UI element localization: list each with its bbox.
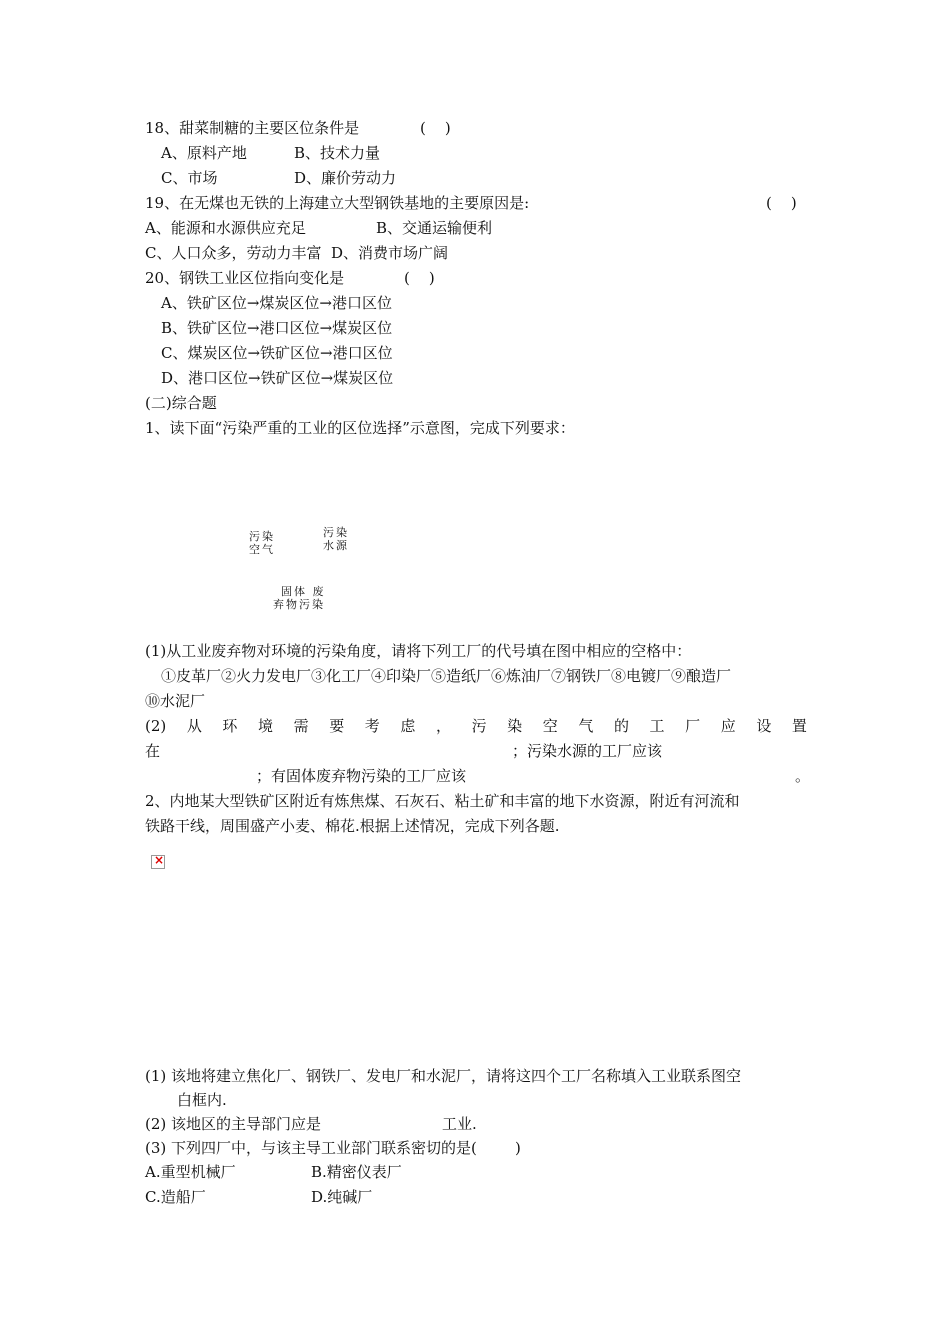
q2-char: 工 [649, 717, 665, 735]
p2-q3-option-c: C.造船厂 [145, 1188, 206, 1206]
p1-intro: 1、读下面“污染严重的工业的区位选择”示意图，完成下列要求： [145, 419, 575, 437]
q19-option-a: A、能源和水源供应充足 [145, 219, 306, 237]
q2-char: 境 [258, 717, 274, 735]
p1-q2-line2-start: 在 [145, 742, 161, 760]
diagram-air-label-1: 污染 [249, 530, 275, 543]
q20-option-a: A、铁矿区位→煤炭区位→港口区位 [161, 294, 392, 312]
p2-q3-option-b: B.精密仪表厂 [311, 1163, 402, 1181]
q18-option-d: D、廉价劳动力 [294, 169, 397, 187]
broken-image-icon: × [151, 855, 165, 869]
q19-stem: 19、在无煤也无铁的上海建立大型钢铁基地的主要原因是: [145, 194, 530, 212]
q2-char: 污 [471, 717, 487, 735]
p2-intro-line2: 铁路干线，周围盛产小麦、棉花.根据上述情况，完成下列各题. [145, 817, 560, 835]
p1-q1-factory-list-cont: ⑩水泥厂 [145, 692, 206, 710]
q2-char: (2) [145, 717, 167, 735]
diagram-solid-label-1: 固体 废 [281, 585, 326, 598]
q2-char: 厂 [685, 717, 701, 735]
p2-q2: (2) 该地区的主导部门应是 [145, 1115, 322, 1133]
section-heading: (二)综合题 [145, 394, 217, 412]
diagram-solid-label-2: 弃物污染 [273, 598, 325, 611]
p1-q2-line1 [145, 716, 807, 736]
q2-char: 从 [186, 717, 202, 735]
q2-char: 考 [364, 717, 380, 735]
q18-answer-paren: ( ) [420, 119, 451, 137]
p2-intro-line1: 2、内地某大型铁矿区附近有炼焦煤、石灰石、粘土矿和丰富的地下水资源，附近有河流和 [145, 792, 740, 810]
q2-char: 染 [507, 717, 523, 735]
p1-q2-line2-end: ；污染水源的工厂应该 [512, 742, 663, 760]
p1-q2-line3-end: 。 [795, 767, 811, 785]
q2-char: 设 [756, 717, 772, 735]
q2-char: 环 [222, 717, 238, 735]
q20-option-b: B、铁矿区位→港口区位→煤炭区位 [161, 319, 393, 337]
p2-q3-option-d: D.纯碱厂 [311, 1188, 373, 1206]
q18-option-b: B、技术力量 [294, 144, 381, 162]
q19-option-cd: C、人口众多，劳动力丰富 D、消费市场广阔 [145, 244, 449, 262]
p2-q3: (3) 下列四厂中，与该主导工业部门联系密切的是( ) [145, 1139, 521, 1157]
diagram-water-label-1: 污染 [323, 526, 349, 539]
q2-char: 气 [578, 717, 594, 735]
diagram-water-label-2: 水源 [323, 539, 349, 552]
p2-q3-option-a: A.重型机械厂 [145, 1163, 236, 1181]
q18-stem: 18、甜菜制糖的主要区位条件是 [145, 119, 360, 137]
q2-char: 虑 [400, 717, 416, 735]
diagram-air-label-2: 空气 [249, 543, 275, 556]
q20-answer-paren: ( ) [404, 269, 435, 287]
p2-q2-end: 工业. [442, 1115, 477, 1133]
q2-char: 空 [542, 717, 558, 735]
q19-option-b: B、交通运输便利 [376, 219, 493, 237]
q2-char: ， [435, 717, 451, 735]
p2-q1-line1: (1) 该地将建立焦化厂、钢铁厂、发电厂和水泥厂，请将这四个工厂名称填入工业联系图空 [145, 1067, 742, 1085]
p1-q1: (1)从工业废弃物对环境的污染角度，请将下列工厂的代号填在图中相应的空格中： [145, 642, 692, 660]
q2-char: 应 [720, 717, 736, 735]
p1-q1-factory-list: ①皮革厂②火力发电厂③化工厂④印染厂⑤造纸厂⑥炼油厂⑦钢铁厂⑧电镀厂⑨酿造厂 [161, 667, 732, 685]
q20-stem: 20、钢铁工业区位指向变化是 [145, 269, 345, 287]
q2-char: 置 [791, 717, 807, 735]
q20-option-c: C、煤炭区位→铁矿区位→港口区位 [161, 344, 393, 362]
q18-option-c: C、市场 [161, 169, 218, 187]
q20-option-d: D、港口区位→铁矿区位→煤炭区位 [161, 369, 394, 387]
q2-char: 要 [329, 717, 345, 735]
q2-char: 需 [293, 717, 309, 735]
q2-char: 的 [613, 717, 629, 735]
q19-answer-paren: ( ) [766, 194, 797, 212]
p1-q2-line3: ；有固体废弃物污染的工厂应该 [256, 767, 467, 785]
q18-option-a: A、原料产地 [161, 144, 247, 162]
p2-q1-line2: 白框内. [177, 1091, 227, 1109]
